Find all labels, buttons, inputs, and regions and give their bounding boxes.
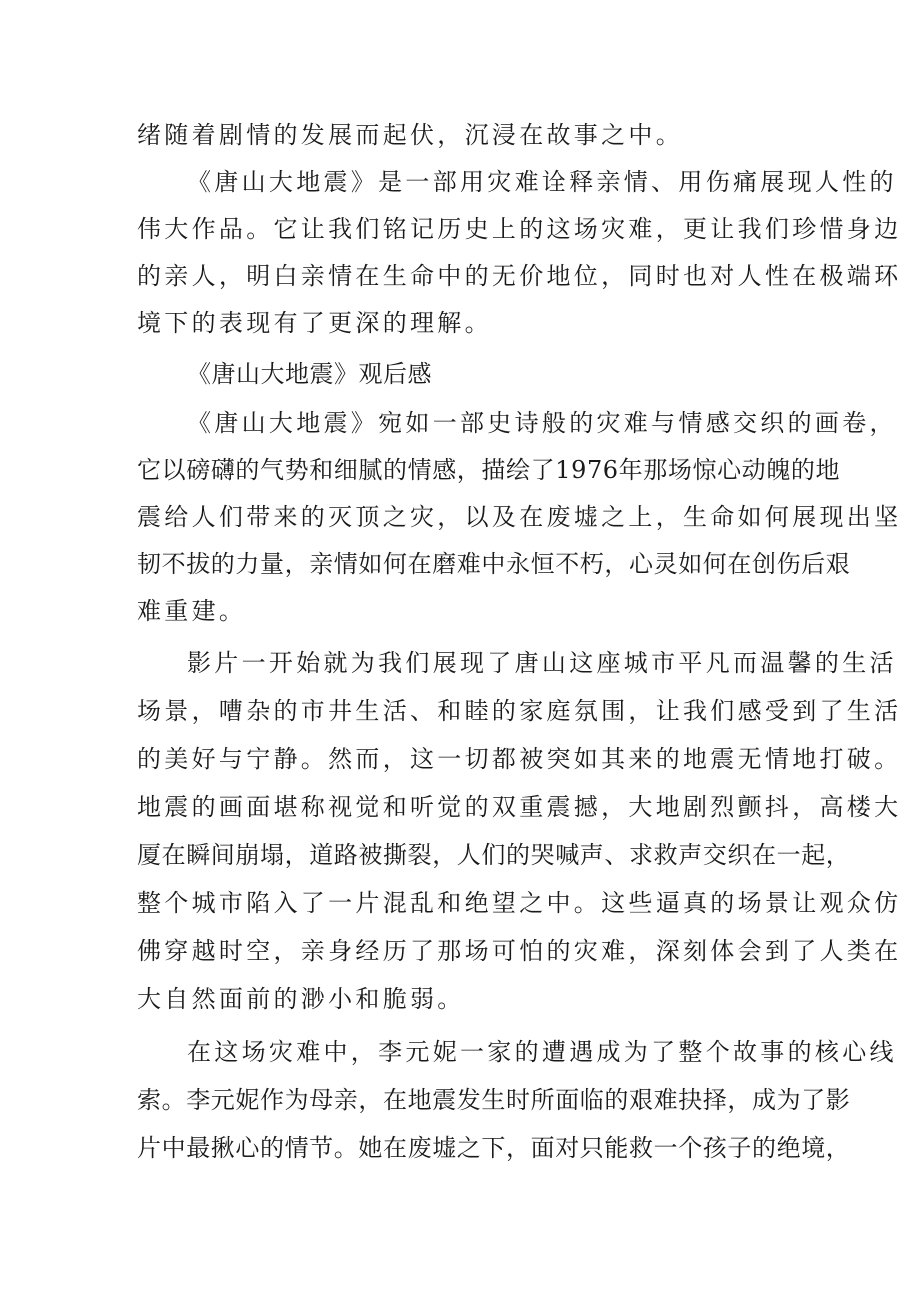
section-title: 《唐山大地震》观后感 (187, 362, 432, 388)
paragraph-line: 的美好与宁静。然而，这一切都被突如其来的地震无情地打破。 (137, 745, 902, 773)
paragraph-line: 大自然面前的渺小和脆弱。 (137, 985, 465, 1013)
paragraph-line: 《唐山大地震》是一部用灾难诠释亲情、用伤痛展现人性的 (187, 168, 897, 196)
paragraph-line: 场景，嘈杂的市井生活、和睦的家庭氛围，让我们感受到了生活 (137, 697, 902, 725)
paragraph-line: 境下的表现有了更深的理解。 (137, 309, 492, 337)
paragraph-line: 影片一开始就为我们展现了唐山这座城市平凡而温馨的生活 (187, 649, 897, 677)
paragraph-line: 厦在瞬间崩塌，道路被撕裂，人们的哭喊声、求救声交织在一起， (137, 841, 851, 869)
paragraph-line: 佛穿越时空，亲身经历了那场可怕的灾难，深刻体会到了人类在 (137, 937, 902, 965)
paragraph-line: 索。李元妮作为母亲，在地震发生时所面临的艰难抉择，成为了影 (137, 1086, 851, 1114)
paragraph-line: 在这场灾难中，李元妮一家的遭遇成为了整个故事的核心线 (187, 1038, 897, 1066)
paragraph-line: 韧不拔的力量，亲情如何在磨难中永恒不朽，心灵如何在创伤后艰 (137, 550, 851, 578)
paragraph-line: 难重建。 (137, 597, 247, 625)
paragraph-line: 的亲人，明白亲情在生命中的无价地位，同时也对人性在极端环 (137, 262, 902, 290)
paragraph-line: 《唐山大地震》宛如一部史诗般的灾难与情感交织的画卷， (187, 409, 897, 437)
paragraph-line: 地震的画面堪称视觉和听觉的双重震撼，大地剧烈颤抖，高楼大 (137, 793, 902, 821)
paragraph-line: 伟大作品。它让我们铭记历史上的这场灾难，更让我们珍惜身边 (137, 215, 902, 243)
paragraph-line: 绪随着剧情的发展而起伏，沉浸在故事之中。 (137, 121, 683, 149)
paragraph-line: 震给人们带来的灭顶之灾，以及在废墟之上，生命如何展现出坚 (137, 503, 902, 531)
paragraph-line: 它以磅礴的气势和细腻的情感，描绘了1976年那场惊心动魄的地 (137, 456, 841, 484)
paragraph-line: 片中最揪心的情节。她在废墟之下，面对只能救一个孩子的绝境， (137, 1134, 851, 1162)
paragraph-line: 整个城市陷入了一片混乱和绝望之中。这些逼真的场景让观众仿 (137, 889, 902, 917)
